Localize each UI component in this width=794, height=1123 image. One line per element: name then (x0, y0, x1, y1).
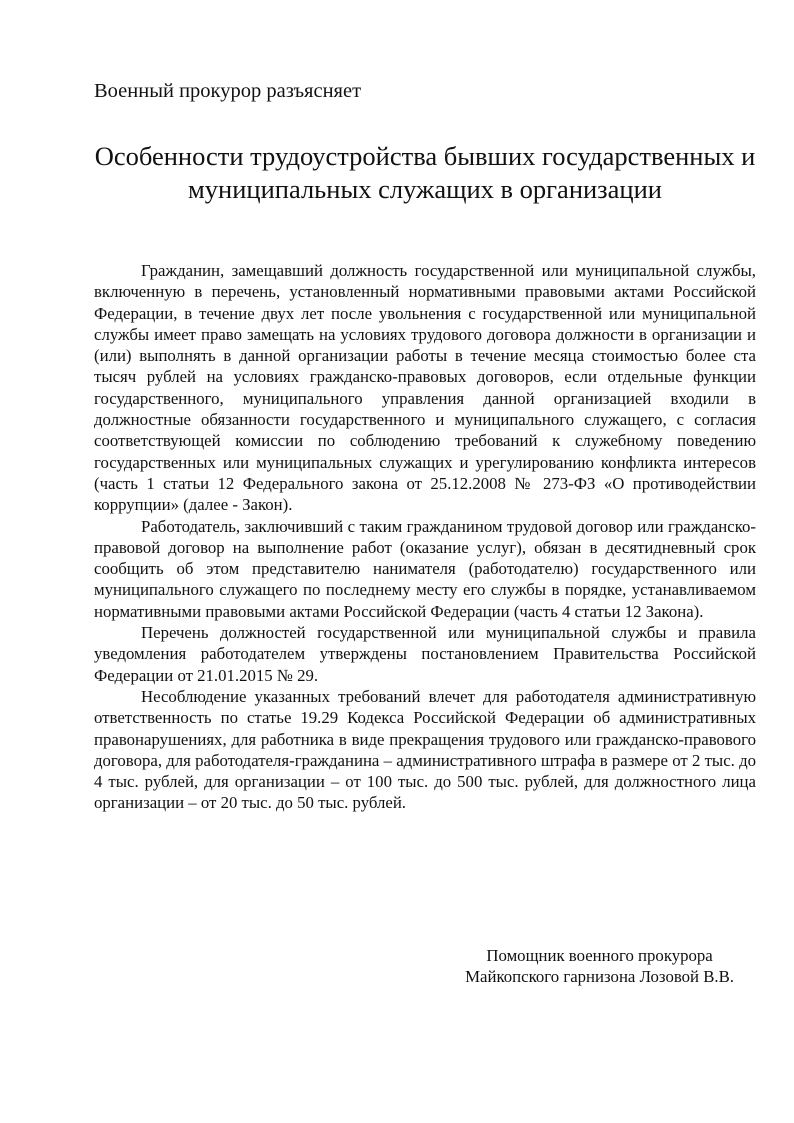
signature-block (465, 945, 734, 988)
paragraph-2: Работодатель, заключивший с таким гражданином трудовой договор или гражданско-правовой договор на выполнение работ (оказание услуг), обязан в десятидневный срок сообщить об этом представителю нанимателя (работодателю) государственного или муниципального служащего по последнему месту его службы в порядке, устанавливаемом нормативными правовыми актами Российской Федерации (часть 4 статьи 12 Закона). (94, 516, 756, 621)
signature-name: Майкопского гарнизона Лозовой В.В. (465, 967, 734, 987)
document-header: Военный прокурор разъясняет (94, 80, 362, 102)
paragraph-3: Перечень должностей государственной или муниципальной службы и правила уведомления работодателем утверждены постановлением Правительства Российской Федерации от 21.01.2015 № 29. (94, 623, 756, 685)
signature-position: Помощник военного прокурора (486, 946, 713, 965)
paragraph-4: Несоблюдение указанных требований влечет для работодателя административную ответственность по статье 19.29 Кодекса Российской Федерации об административных правонарушениях, для работника в виде прекращения трудового или гражданско-правового договора, для работодателя-гражданина – административного штрафа в размере от 2 тыс. до 4 тыс. рублей, для организации – от 100 тыс. до 500 тыс. рублей, для должностного лица организации – от 20 тыс. до 50 тыс. рублей. (94, 686, 756, 813)
document-body (94, 260, 756, 814)
document-title: Особенности трудоустройства бывших государственных и муниципальных служащих в организации (94, 141, 756, 204)
paragraph-1: Гражданин, замещавший должность государственной или муниципальной службы, включенную в перечень, установленный нормативными правовыми актами Российской Федерации, в течение двух лет после увольнения с государственной или муниципальной службы имеет право замещать на условиях трудового договора должности в организации и (или) выполнять в данной организации работы в течение месяца стоимостью более ста тысяч рублей на условиях гражданско-правовых договоров, если отдельные функции государственного, муниципального управления данной организацией входили в должностные обязанности государственного и муниципального служащего, с согласия соответствующей комиссии по соблюдению требований к служебному поведению государственных или муниципальных служащих и урегулированию конфликта интересов (часть 1 статьи 12 Федерального закона от 25.12.2008 № 273-ФЗ «О противодействии коррупции» (далее - Закон). (94, 261, 756, 515)
